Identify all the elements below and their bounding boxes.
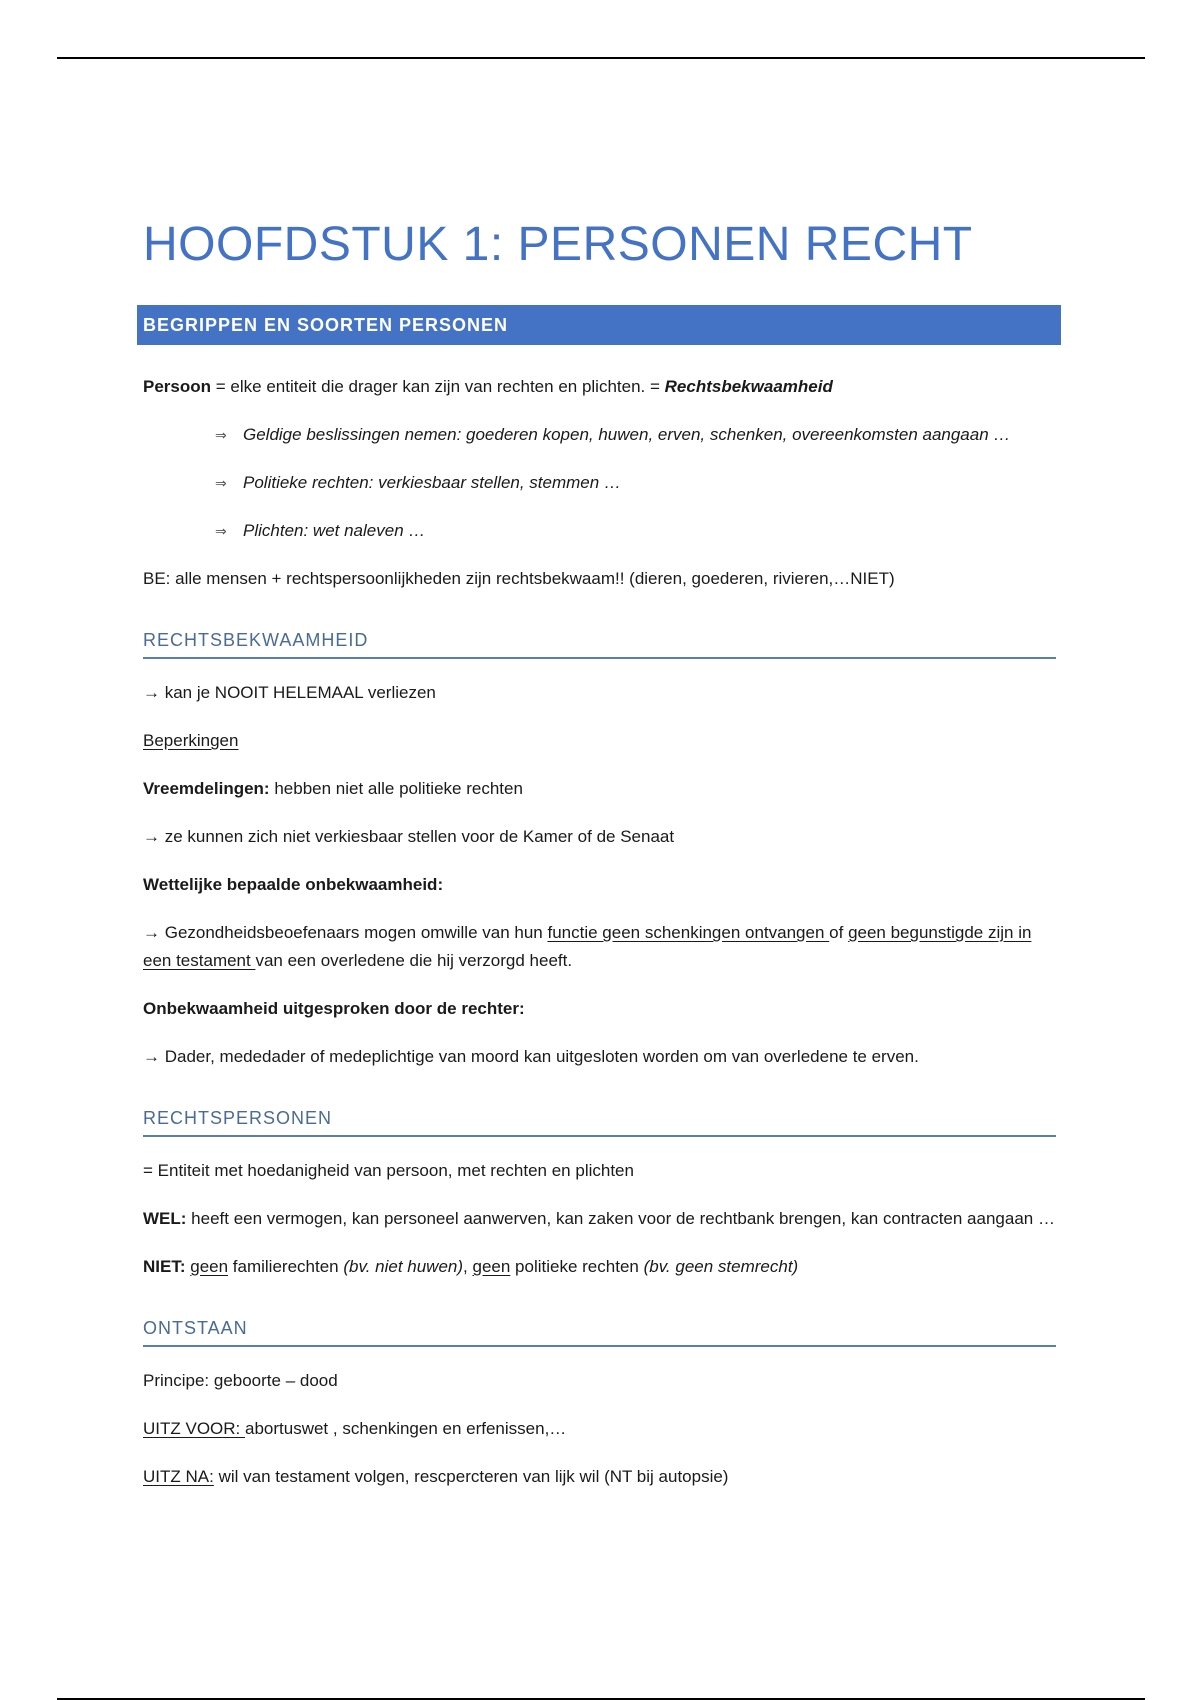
verkiesbaar-line — [143, 823, 1058, 851]
chapter-title: HOOFDSTUK 1: PERSONEN RECHT — [143, 218, 973, 271]
bullet-text: Politieke rechten: verkiesbaar stellen, stemmen … — [243, 473, 621, 492]
bullet-item — [143, 421, 1058, 449]
line-text: kan je NOOIT HELEMAAL verliezen — [160, 683, 436, 702]
section-band: BEGRIPPEN EN SOORTEN PERSONEN — [137, 305, 1061, 345]
wel-line — [143, 1205, 1058, 1233]
never-lose-line — [143, 679, 1058, 707]
dader-line — [143, 1043, 1058, 1071]
rechtspersonen-definition: = Entiteit met hoedanigheid van persoon, met rechten en plichten — [143, 1161, 634, 1180]
wettelijk-heading — [143, 871, 1058, 899]
uitz-na-line — [143, 1463, 1058, 1491]
term-wel: WEL: — [143, 1209, 187, 1228]
line-text: Gezondheidsbeoefenaars mogen omwille van hun — [160, 923, 548, 942]
term-niet: NIET: — [143, 1257, 186, 1276]
principe-line: Principe: geboorte – dood — [143, 1371, 338, 1390]
line-text: familierechten — [228, 1257, 344, 1276]
persoon-definition — [143, 373, 1058, 401]
bullet-item — [143, 469, 1058, 497]
header-rule — [57, 57, 1145, 59]
beperkingen-label — [143, 727, 1058, 755]
italic-example: (bv. geen stemrecht) — [643, 1257, 799, 1276]
double-arrow-icon: ⇒ — [215, 427, 227, 443]
beperkingen-text: Beperkingen — [143, 731, 239, 750]
right-arrow-icon: → — [143, 1047, 160, 1066]
double-arrow-icon: ⇒ — [215, 523, 227, 539]
line-text: heeft een vermogen, kan personeel aanwerven, kan zaken voor de rechtbank brengen, kan contracten aangaan … — [186, 1209, 1055, 1228]
line-text: wil van testament volgen, rescpercteren van lijk wil (NT bij autopsie) — [213, 1467, 729, 1486]
document-body — [143, 215, 1058, 1491]
line-text: Dader, mededader of medeplichtige van moord kan uitgesloten worden om van overledene te erven. — [160, 1047, 919, 1066]
underlined-text: geen — [472, 1257, 511, 1276]
underlined-text: geen begunstigde zijn in een testament — [143, 923, 1032, 970]
niet-line — [143, 1253, 1058, 1281]
line-text: of — [829, 923, 849, 942]
term-onbekwaamheid: Onbekwaamheid uitgesproken door de rechter: — [143, 999, 525, 1018]
line-text: hebben niet alle politieke rechten — [269, 779, 523, 798]
right-arrow-icon: → — [143, 923, 160, 942]
term-wettelijk: Wettelijke bepaalde onbekwaamheid: — [143, 875, 444, 894]
underlined-text: geen — [190, 1257, 229, 1276]
term-persoon: Persoon — [143, 377, 212, 396]
line-text: politieke rechten — [510, 1257, 644, 1276]
line-text: , — [463, 1257, 473, 1276]
italic-example: (bv. niet huwen) — [343, 1257, 464, 1276]
vreemdelingen-line — [143, 775, 1058, 803]
bullet-text: Plichten: wet naleven … — [243, 521, 426, 540]
be-line: BE: alle mensen + rechtspersoonlijkheden zijn rechtsbekwaam!! (dieren, goederen, rivieren,…NIET) — [143, 569, 895, 588]
uitz-voor-line — [143, 1415, 1058, 1443]
heading-rechtspersonen: RECHTSPERSONEN — [143, 1104, 1056, 1137]
underlined-text: UITZ VOOR: — [143, 1419, 245, 1438]
double-arrow-icon: ⇒ — [215, 475, 227, 491]
term-vreemdelingen: Vreemdelingen: — [143, 779, 270, 798]
heading-ontstaan: ONTSTAAN — [143, 1314, 1056, 1347]
right-arrow-icon: → — [143, 827, 160, 846]
term-rechtsbekwaamheid: Rechtsbekwaamheid — [664, 377, 833, 396]
underlined-text: functie geen schenkingen ontvangen — [547, 923, 830, 942]
bullet-item — [143, 517, 1058, 545]
heading-rechtsbekwaamheid: RECHTSBEKWAAMHEID — [143, 626, 1056, 659]
line-text: ze kunnen zich niet verkiesbaar stellen voor de Kamer of de Senaat — [160, 827, 675, 846]
definition-text: = elke entiteit die drager kan zijn van rechten en plichten. = — [211, 377, 665, 396]
right-arrow-icon: → — [143, 683, 160, 702]
bullet-text: Geldige beslissingen nemen: goederen kopen, huwen, erven, schenken, overeenkomsten aangaan … — [243, 425, 1011, 444]
line-text: van een overledene die hij verzorgd heeft. — [255, 951, 573, 970]
underlined-text: UITZ NA: — [143, 1467, 214, 1486]
line-text: abortuswet , schenkingen en erfenissen,… — [245, 1419, 567, 1438]
gezondheid-line — [143, 919, 1058, 975]
onbekwaamheid-heading — [143, 995, 1058, 1023]
